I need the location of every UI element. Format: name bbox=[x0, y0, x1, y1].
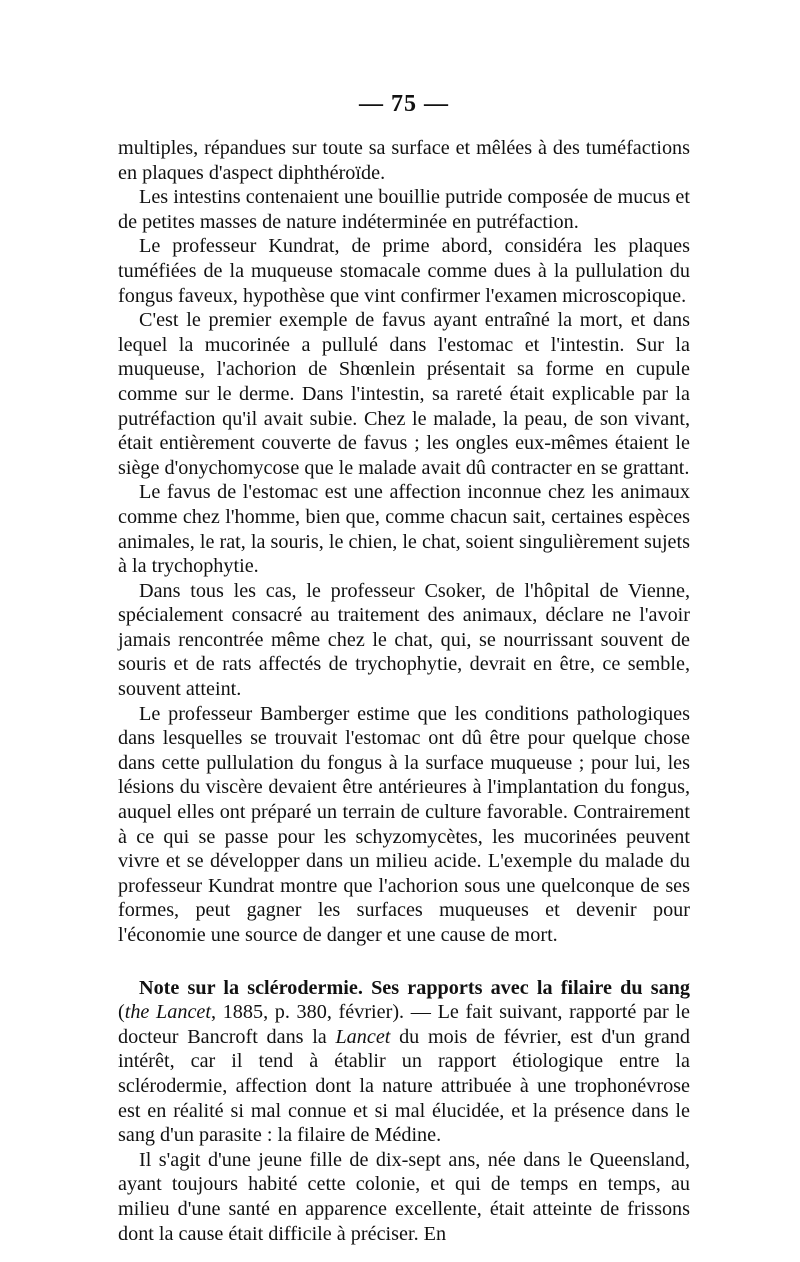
note-source-rest: , 1885, p. 380, février). — Le fait suivant, rapporté par le docteur Bancroft dans la bbox=[118, 1001, 691, 1048]
paragraph-intestins: Les intestins contenaient une bouillie putride composée de mucus et de petites masses de nature indéterminée en putréfaction. bbox=[118, 186, 690, 233]
section-gap bbox=[118, 948, 690, 976]
note-paragraph bbox=[118, 976, 690, 1148]
paragraph-favus-estomac: Le favus de l'estomac est une affection inconnue chez les animaux comme chez l'homme, bien que, comme chacun sait, certaines espèces animales, le rat, la souris, le chien, le chat, soient singulièrement sujets à la trychophytie. bbox=[118, 481, 690, 578]
paragraph-kundrat: Le professeur Kundrat, de prime abord, considéra les plaques tuméfiées de la muqueuse stomacale comme dues à la pullulation du fongus faveux, hypothèse que vint confirmer l'examen microscopique. bbox=[118, 235, 690, 307]
paragraph-jeune-fille: Il s'agit d'une jeune fille de dix-sept ans, née dans le Queensland, ayant toujours habité cette colonie, et qui de temps en temps, au milieu d'une santé en apparence excellente, était atteinte de frissons dont la cause était difficile à préciser. En bbox=[118, 1148, 690, 1245]
paragraph-bamberger: Le professeur Bamberger estime que les conditions pathologiques dans lesquelles se trouvait l'estomac ont dû être pour quelque chose dans cette pullulation du fongus à la surface muqueuse ; pour lui, les lésions du viscère devaient être antérieures à l'implantation du fongus, auquel elles ont préparé un terrain de culture favorable. Contrairement à ce qui se passe pour les schyzomycètes, les mucorinées peuvent vivre et se développer dans un milieu acide. L'exemple du malade du professeur Kundrat montre que l'achorion sous une quelconque de ses formes, peut gagner les surfaces muqueuses et devenir pour l'économie une source de danger et une cause de mort. bbox=[118, 702, 690, 946]
note-journal: the Lancet bbox=[124, 1001, 211, 1024]
paragraph-premier-exemple: C'est le premier exemple de favus ayant entraîné la mort, et dans lequel la mucorinée a pullulé dans l'estomac et l'intestin. Sur la muqueuse, l'achorion de Shœnlein présentait sa forme en cupule comme sur le derme. Dans l'intestin, sa rareté était explicable par la putréfaction qu'il avait subie. Chez le malade, la peau, de son vivant, était entièrement couverte de favus ; les ongles eux-mêmes étaient le siège d'onychomycose que le malade avait dû contracter en se grattant. bbox=[118, 309, 690, 479]
note-text: du mois de février, est d'un grand intérêt, car il tend à établir un rapport étiologique entre la sclérodermie, affection dont la nature attribuée à une trophonévrose est en réalité si mal connue et si mal élucidée, et la présence dans le sang d'un parasite : la filaire de Médine. bbox=[118, 1025, 690, 1147]
note-journal-2: Lancet bbox=[335, 1025, 391, 1048]
note-title: Note sur la sclérodermie. Ses rapports avec la filaire du sang bbox=[139, 976, 690, 999]
note-source-open: ( bbox=[118, 1001, 125, 1024]
page-number: — 75 — bbox=[359, 91, 449, 117]
paragraph-csoker: Dans tous les cas, le professeur Csoker, de l'hôpital de Vienne, spécialement consacré au traitement des animaux, déclare ne l'avoir jamais rencontrée même chez le chat, qui, se nourrissant souvent de souris et de rats affectés de trychophytie, devrait en être, ce semble, souvent atteint. bbox=[118, 579, 690, 701]
paragraph-continuation: multiples, répandues sur toute sa surface et mêlées à des tuméfactions en plaques d'aspect diphthéroïde. bbox=[118, 137, 690, 184]
